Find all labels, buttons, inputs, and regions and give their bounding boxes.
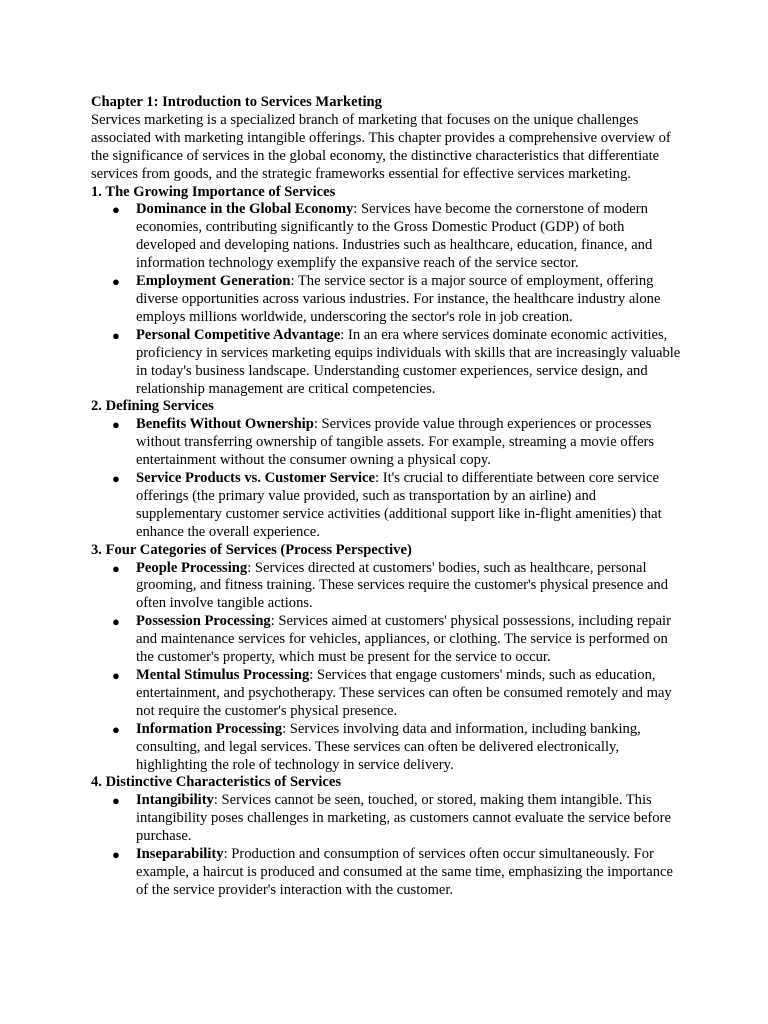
item-text: : Services aimed at customers' physical possessions, including repair and maintenance services for vehicles, appliances, or clothing. The service is performed on the customer's property, which must be present for the service to occur. bbox=[136, 613, 671, 666]
list-item bbox=[91, 327, 683, 399]
bullet-icon: ● bbox=[112, 417, 120, 433]
item-text: : Services involving data and information, including banking, consulting, and legal services. These services can often be delivered electronically, highlighting the role of technology in service delivery. bbox=[136, 720, 641, 773]
item-text: : Services provide value through experiences or processes without transferring ownership of tangible assets. For example, streaming a movie offers entertainment without the consumer owning a physical copy. bbox=[136, 416, 655, 469]
list-item bbox=[91, 846, 683, 900]
list-item bbox=[91, 560, 683, 614]
item-term: Dominance in the Global Economy bbox=[136, 201, 354, 218]
list-item bbox=[91, 721, 683, 775]
list-item bbox=[91, 416, 683, 470]
bullet-icon: ● bbox=[112, 327, 120, 343]
item-term: People Processing bbox=[136, 559, 248, 576]
bullet-list bbox=[91, 416, 683, 541]
item-term: Service Products vs. Customer Service bbox=[136, 470, 375, 487]
item-text: : Services have become the cornerstone of modern economies, contributing significantly to the Gross Domestic Product (GDP) of both developed and developing nations. Industries such as healthcare, education, finance, and information technology exemplify the expansive reach of the service sector. bbox=[136, 201, 653, 272]
item-text: : Services cannot be seen, touched, or stored, making them intangible. This intangibility poses challenges in marketing, as customers cannot evaluate the service before purchase. bbox=[136, 792, 671, 845]
bullet-icon: ● bbox=[112, 847, 120, 863]
bullet-icon: ● bbox=[112, 274, 120, 290]
item-term: Intangibility bbox=[136, 792, 214, 809]
bullet-icon: ● bbox=[112, 471, 120, 487]
list-item bbox=[91, 792, 683, 846]
bullet-list bbox=[91, 792, 683, 899]
item-text: : It's crucial to differentiate between core service offerings (the primary value provided, such as transportation by an airline) and supplementary customer service activities (additional support like in-flight amenities) that enhance the overall experience. bbox=[136, 470, 662, 540]
list-item bbox=[91, 470, 683, 542]
bullet-list bbox=[91, 560, 683, 775]
item-term: Personal Competitive Advantage bbox=[136, 326, 341, 343]
bullet-icon: ● bbox=[112, 668, 120, 683]
bullet-icon: ● bbox=[112, 793, 120, 809]
list-item bbox=[91, 613, 683, 667]
chapter-title: Chapter 1: Introduction to Services Marketing bbox=[91, 94, 382, 110]
section-heading: 2. Defining Services bbox=[91, 398, 214, 415]
item-term: Information Processing bbox=[136, 720, 283, 737]
bullet-icon: ● bbox=[112, 614, 120, 630]
item-term: Inseparability bbox=[136, 846, 224, 863]
item-term: Possession Processing bbox=[136, 613, 271, 630]
intro-paragraph: Services marketing is a specialized branch of marketing that focuses on the unique challenges associated with marketing intangible offerings. This chapter provides a comprehensive overview of the significance of services in the global economy, the distinctive characteristics that differentiate services from goods, and the strategic frameworks essential for effective services marketing. bbox=[91, 111, 671, 182]
bullet-icon: ● bbox=[112, 202, 120, 218]
item-text: : In an era where services dominate economic activities, proficiency in services marketing equips individuals with skills that are increasingly valuable in today's business landscape. Understanding customer experiences, service design, and relationship management are critical competencies. bbox=[136, 326, 681, 397]
item-text: : The service sector is a major source of employment, offering diverse opportunities across various industries. For instance, the healthcare industry alone employs millions worldwide, underscoring the sector's role in job creation. bbox=[136, 273, 661, 325]
list-item bbox=[91, 273, 683, 327]
bullet-list bbox=[91, 201, 683, 398]
section-heading: 1. The Growing Importance of Services bbox=[91, 183, 336, 200]
bullet-icon: ● bbox=[112, 721, 120, 737]
item-term: Mental Stimulus Processing bbox=[136, 667, 310, 683]
document-page bbox=[91, 94, 683, 900]
list-item bbox=[91, 201, 683, 273]
section-heading: 4. Distinctive Characteristics of Services bbox=[91, 774, 342, 791]
item-term: Benefits Without Ownership bbox=[136, 416, 314, 433]
bullet-icon: ● bbox=[112, 560, 120, 576]
item-text: : Production and consumption of services often occur simultaneously. For example, a haircut is produced and consumed at the same time, emphasizing the importance of the service provider's interaction with the customer. bbox=[136, 846, 673, 898]
item-text: : Services directed at customers' bodies, such as healthcare, personal grooming, and fitness training. These services require the customer's physical presence and often involve tangible actions. bbox=[136, 559, 669, 612]
item-term: Employment Generation bbox=[136, 273, 291, 290]
list-item bbox=[91, 667, 683, 721]
section-heading: 3. Four Categories of Services (Process Perspective) bbox=[91, 541, 412, 558]
item-text: : Services that engage customers' minds, such as education, entertainment, and psychotherapy. These services can often be consumed remotely and may not require the customer's physical presence. bbox=[136, 667, 672, 719]
